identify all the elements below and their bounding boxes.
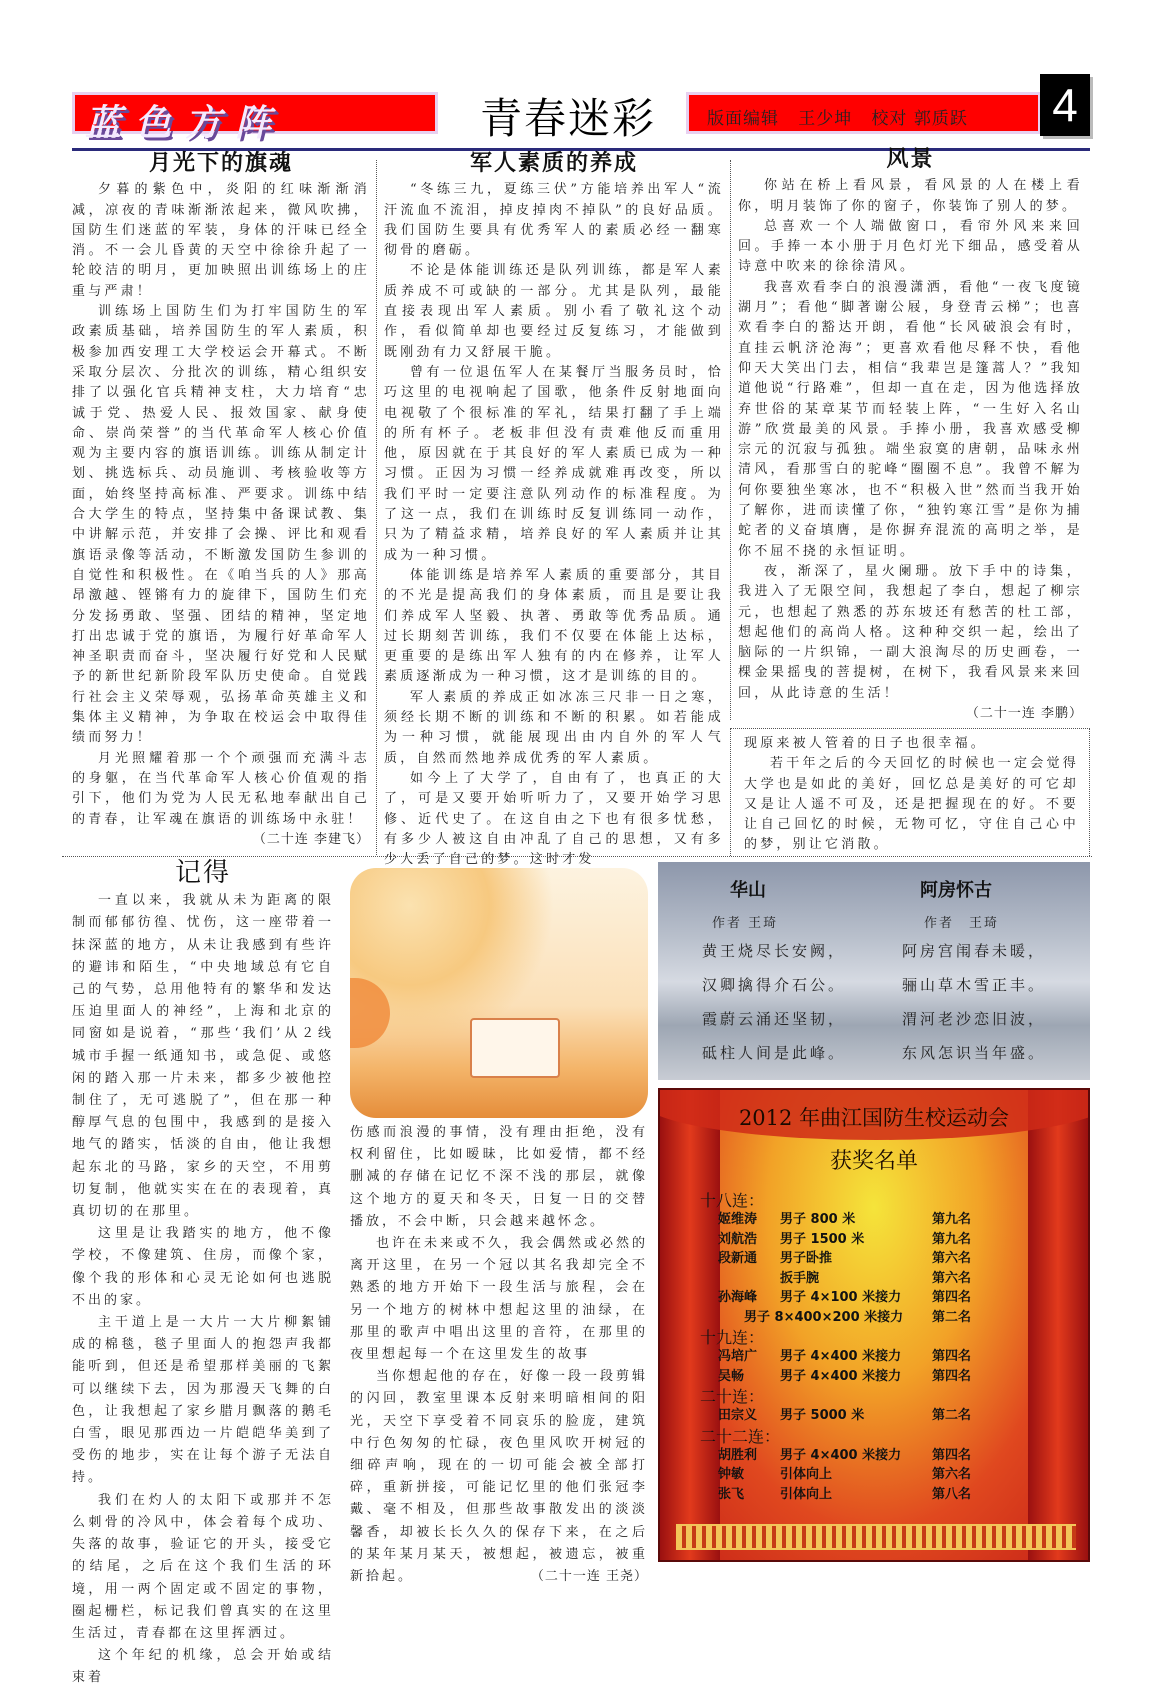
- paragraph: 主干道上是一大片一大片柳絮铺成的棉毯，毯子里面人的抱怨声我都能听到，但还是希望那样美丽的飞絮可以继续下去，因为那漫天飞舞的白色，让我想起了家乡腊月飘落的鹅毛白雪，眼见那西边一片皑皑华美到了受伤的地步，实在让每个游子无法自持。: [72, 1315, 334, 1486]
- fret-border: [676, 1524, 1076, 1550]
- section-divider: [62, 856, 1092, 857]
- column-divider: [730, 160, 731, 720]
- award-subtitle: 获奖名单: [829, 1149, 918, 1174]
- paragraph: 如今上了大学了，自由有了，也真正的大了，可是又要开始听听力了，又要开始学习思修、近代史了。在这自由之下也有很多忧愁，有多少人被这自由冲乱了自己的思想，又有多少人丢了自己的梦。这时才发: [384, 770, 724, 868]
- poem-line: 黄王烧尽长安阙，: [702, 942, 847, 960]
- autumn-illustration: [350, 868, 648, 1118]
- byline: （二十连 李建飞）: [252, 831, 370, 847]
- article-continuation: [744, 734, 1079, 856]
- poem-line: 东风怎识当年盛。: [902, 1044, 1047, 1062]
- page-title: 青春迷彩: [480, 94, 657, 143]
- event-name: 男子 1500 米: [780, 1231, 865, 1247]
- placement: 第四名: [932, 1368, 972, 1384]
- section-banner: [72, 92, 438, 144]
- award-unit: 十八连：: [700, 1191, 765, 1210]
- event-name: 扳手腕: [780, 1270, 820, 1286]
- paragraph: 我喜欢看李白的浪漫潇洒，看他“一夜飞度镜湖月”；看他“脚著谢公屐，身登青云梯”；也喜欢看李白的豁达开朗，看他“长风破浪会有时，直挂云帆济沧海”；更喜欢看他尽释不快，看他仰天大笑出门去，相信“我辈岂是篷蒿人？”我知道他说“行路难”，但却一直在走，因为他选择放弃世俗的某章某节而轻装上阵，“一生好入名山游”欣赏最美的风景。手捧小册，我喜欢感受柳宗元的沉寂与孤独。端坐寂寞的唐朝，品味永州清风，看那雪白的驼峰“圈圈不息”。我曾不解为何你要独坐寒冰，也不“积极入世”然而当我开始了解你，进而读懂了你，“独钓寒江雪”是你为捕蛇者的义奋填膺，是你摒弃混流的高明之举，是你不屈不挠的永恒证明。: [738, 279, 1083, 559]
- award-unit: 二十连：: [700, 1387, 765, 1406]
- placement: 第四名: [932, 1290, 972, 1305]
- placement: 第四名: [932, 1349, 972, 1364]
- winner-name: 吴畅: [718, 1368, 745, 1384]
- event-name: 男子卧推: [780, 1251, 833, 1266]
- placement: 第九名: [932, 1212, 972, 1227]
- paragraph: 曾有一位退伍军人在某餐厅当服务员时，恰巧这里的电视响起了国歌，他条件反射地面向电视敬了个很标准的军礼，结果打翻了手上端的所有杯子。老板非但没有责难他反而重用他，原因就在于其良好的军人素质已成为一种习惯。正因为习惯一经养成就难再改变，所以我们平时一定要注意队列动作的标准程度。为了这一点，我们在训练时反复训练同一动作，只为了精益求精，培养良好的军人素质并让其成为一种习惯。: [384, 364, 724, 563]
- event-name: 男子 4×400 米接力: [780, 1349, 902, 1364]
- winner-name: 田宗义: [718, 1408, 758, 1423]
- credits: 版面编辑 王少坤 校对 郭质跃: [707, 109, 968, 129]
- paragraph: 月光照耀着那一个个顽强而充满斗志的身躯，在当代革命军人核心价值观的指引下，他们为党为人民无私地奉献出自己的青春，让军魂在旗语的训练场中永驻！: [72, 750, 370, 827]
- byline: （二十一连 李鹏）: [965, 706, 1083, 722]
- paragraph: 军人素质的养成正如冰冻三尺非一日之寒，须经长期不断的训练和不断的积累。如若能成为一种习惯，就能展现出由内自外的军人气质，自然而然地养成优秀的军人素质。: [384, 689, 724, 766]
- award-list-panel: [658, 1088, 1090, 1562]
- paragraph: 伤感而浪漫的事情，没有理由拒绝，没有权利留住，比如暧昧，比如爱情，都不经删减的存储在记忆不深不浅的那层，就像这个地方的夏天和冬天，日复一日的交替播放，不会中断，只会越来越怀念。: [350, 1125, 648, 1229]
- placement: 第二名: [932, 1309, 972, 1325]
- article-soldier-quality: [384, 151, 724, 870]
- article-body: [350, 1233, 648, 1588]
- paragraph: 不论是体能训练还是队列训练，都是军人素质养成不可或缺的一部分。尤其是队列，最能直接表现出军人素质。别小看了敬礼这个动作，看似简单却也要经过反复练习，才能做到既刚劲有力又舒展干脆。: [384, 263, 724, 360]
- article-moonlight-flag: [72, 151, 370, 850]
- event-name: 男子 4×400 米接力: [780, 1447, 902, 1463]
- poems-panel: [658, 862, 1090, 1080]
- paragraph: 也许在未来或不久，我会偶然或必然的离开这里，在另一个冠以其名我却完全不熟悉的地方开始下一段生活与旅程，会在另一个地方的树林中想起这里的油绿，在那里的歌声中唱出这里的音符，在那里的夜里想起每一个在这里发生的故事: [350, 1236, 649, 1363]
- award-unit: 二十二连：: [700, 1426, 781, 1446]
- paragraph: “冬练三九，夏练三伏”方能培养出军人“流汗流血不流泪，掉皮掉肉不掉队”的良好品质。我们国防生要具有优秀军人的素质必经一翻寒彻骨的磨砺。: [384, 182, 724, 259]
- paragraph: 这个年纪的机缘，总会开始或结束着: [72, 1648, 334, 1686]
- winner-name: 刘航浩: [718, 1231, 758, 1247]
- article-body: [72, 180, 370, 830]
- winner-name: 张飞: [718, 1486, 745, 1502]
- winner-name: 钟敏: [718, 1467, 745, 1482]
- event-name: 男子 800 米: [780, 1212, 856, 1227]
- paragraph: 训练场上国防生们为打牢国防生的军政素质基础，培养国防生的军人素质，积极参加西安理工大学校运会开幕式。不断采取分层次、分批次的训练，精心组织安排了以强化官兵精神支柱，大力培育“忠诚于党、热爱人民、报效国家、献身使命、崇尚荣誉”的当代革命军人核心价值观为主要内容的旗语训练。训练从制定计划、挑选标兵、动员施训、考核验收等方面，始终坚持高标准、严要求。训练中结合大学生的特点，坚持集中备课试教、集中讲解示范，并安排了会操、评比和观看旗语录像等活动，不断激发国防生参训的自觉性和积极性。在《咱当兵的人》那高昂激越、铿锵有力的旋律下，国防生们充分发扬勇敢、坚强、团结的精神，坚定地打出忠诚于党的旗语，为履行好革命军人神圣职责而奋斗，坚决履行好党和人民赋予的新世纪新阶段军队历史使命。自觉践行社会主义荣辱观，弘扬革命英雄主义和集体主义精神，为争取在校运会中取得佳绩而努力！: [72, 304, 370, 746]
- paragraph: 夕暮的紫色中，炎阳的红味渐渐消减，凉夜的青味渐渐浓起来，微风吹拂，国防生们迷蓝的军装，身体的汗味已经全消。不一会儿昏黄的天空中徐徐升起了一轮皎洁的明月，更加映照出训练场上的庄重与严肃！: [72, 182, 370, 299]
- paragraph: 我们在灼人的太阳下或那并不怎么刺骨的冷风中，体会着每个成功、失落的故事，验证它的开头，接受它的结尾，之后在这个我们生活的环境，用一两个固定或不固定的事物，圈起栅栏，标记我们曾真实的在这里生活过，青春都在这里挥洒过。: [72, 1492, 334, 1641]
- paragraph: 现原来被人管着的日子也很幸福。: [744, 736, 988, 751]
- poem-line: 汉卿擒得介石公。: [702, 976, 847, 994]
- poem-title: 阿房怀古: [920, 880, 992, 901]
- paragraph: 这里是让我踏实的地方，他不像学校，不像建筑、住房，而像个家，像个我的形体和心灵无论如何也逃脱不出的家。: [72, 1226, 334, 1308]
- paragraph: 体能训练是培养军人素质的重要部分，其目的不光是提高我们的身体素质，而且是要让我们养成军人坚毅、执著、勇敢等优秀品质。通过长期刻苦训练，我们不仅要在体能上达标，更重要的是练出军人独有的内在修养，让军人素质逐渐成为一种习惯，这才是训练的目的。: [384, 567, 724, 685]
- paragraph: 若干年之后的今天回忆的时候也一定会觉得大学也是如此的美好，回忆总是美好的可它却又是让人遥不可及，还是把握现在的好。不要让自己回忆的时候，无物可忆，守住自己心中的梦，别让它消散。: [744, 756, 1079, 853]
- placement: 第六名: [932, 1270, 972, 1286]
- poem-line: 阿房宫闱春未暖，: [902, 942, 1047, 960]
- winner-name: 段新通: [718, 1251, 758, 1266]
- lantern-illustration: [350, 978, 390, 1048]
- winner-name: 姬维涛: [718, 1212, 758, 1227]
- placement: 第六名: [932, 1467, 972, 1482]
- placement: 第二名: [932, 1408, 972, 1423]
- winner-name: 胡胜利: [718, 1447, 758, 1463]
- placement: 第八名: [932, 1486, 972, 1502]
- article-remember-continued: [350, 1122, 648, 1588]
- poem-line: 骊山草木雪正丰。: [902, 976, 1047, 994]
- poem-author: 作者 王琦: [712, 916, 779, 931]
- credits-banner: [686, 92, 1041, 134]
- paragraph: 你站在桥上看风景，看风景的人在楼上看你，明月装饰了你的窗子，你装饰了别人的梦。: [738, 178, 1083, 214]
- poem-line: 霞蔚云涌还坚韧，: [702, 1010, 847, 1028]
- placement: 第九名: [932, 1231, 972, 1247]
- article-title: 记得: [174, 858, 231, 888]
- page-number: 4: [1040, 74, 1090, 136]
- article-body: [72, 890, 334, 1689]
- article-body: [738, 176, 1083, 704]
- event-name: 男子 4×400 米接力: [780, 1368, 902, 1384]
- poem-author: 作者 王琦: [924, 916, 1000, 931]
- poem-line: 砥柱人间是此峰。: [702, 1044, 847, 1062]
- poem-line: 渭河老沙恋旧波，: [902, 1010, 1047, 1028]
- article-scenery: [738, 147, 1083, 724]
- byline: （二十一连 王尧）: [530, 1569, 648, 1585]
- paragraph: 一直以来，我就从未为距离的限制而郁郁彷徨、忧伤，这一座带着一抹深蓝的地方，从未让我感到有些许的避讳和陌生，“中央地域总有它自己的气势，总用他特有的繁华和发达压迫里面人的神经”，上海和北京的同窗如是说着，“那些‘我们’从２线城市手握一纸通知书，或急促、或悠闲的踏入那一片未来，都多少被他控制住了，无可逃脱了”，但在那一种醇厚气息的包围中，我感到的是接入地气的踏实，恬淡的自由，他让我想起东北的马路，家乡的天空，不用剪切复制，他就实实在在的表现着，真真切切的在那里。: [72, 893, 334, 1220]
- house-illustration: [470, 1018, 560, 1078]
- section-name: 蓝色方阵: [85, 102, 286, 144]
- event-name: 引体向上: [780, 1467, 833, 1482]
- event-name: 男子 5000 米: [780, 1408, 865, 1423]
- placement: 第四名: [932, 1447, 972, 1463]
- article-remember: [72, 858, 334, 1690]
- article-body: [384, 180, 724, 870]
- paragraph: 当你想起他的存在，好像一段一段剪辑的闪回，教室里课本反射来明暗相间的阳光，天空下享受着不同哀乐的脸庞，建筑中行色匆匆的忙碌，夜色里风吹开树冠的细碎声响，现在的一切可能会被全部打碎，重新拼接，可能记忆里的他们张冠李戴、毫不相及，但那些故事散发出的淡淡馨香，却被长长久久的保存下来，在之后的某年某月某天，被想起，被遗忘，被重新拾起。: [350, 1369, 649, 1585]
- winner-name: 孙海峰: [718, 1290, 758, 1305]
- award-unit: 十九连：: [700, 1328, 765, 1347]
- article-title: 月光下的旗魂: [148, 151, 293, 176]
- event-name: 男子 4×100 米接力: [780, 1290, 902, 1305]
- article-title: 军人素质的养成: [469, 151, 638, 176]
- event-name: 男子 8×400×200 米接力: [744, 1309, 904, 1325]
- paragraph: 总喜欢一个人端做窗口，看帘外风来来回回。手捧一本小册于月色灯光下细品，感受着从诗意中吹来的徐徐清风。: [738, 218, 1083, 275]
- event-name: 引体向上: [780, 1486, 833, 1502]
- poem-title: 华山: [730, 880, 766, 901]
- winner-name: 冯培广: [718, 1349, 758, 1364]
- award-title: 2012 年曲江国防生校运动会: [738, 1106, 1010, 1130]
- column-divider: [376, 160, 377, 855]
- paragraph: 夜，渐深了，星火阑珊。放下手中的诗集，我进入了无限空间，我想起了李白，想起了柳宗元，也想起了熟悉的苏东坡还有愁苦的杜工部，想起他们的高尚人格。这种种交织一起，绘出了脑际的一片织锦，一副大浪淘尽的历史画卷，一棵金果摇曳的菩提树，在树下，我看风景来来回回，从此诗意的生活！: [738, 563, 1083, 701]
- placement: 第六名: [932, 1251, 972, 1266]
- article-title: 风景: [886, 147, 935, 172]
